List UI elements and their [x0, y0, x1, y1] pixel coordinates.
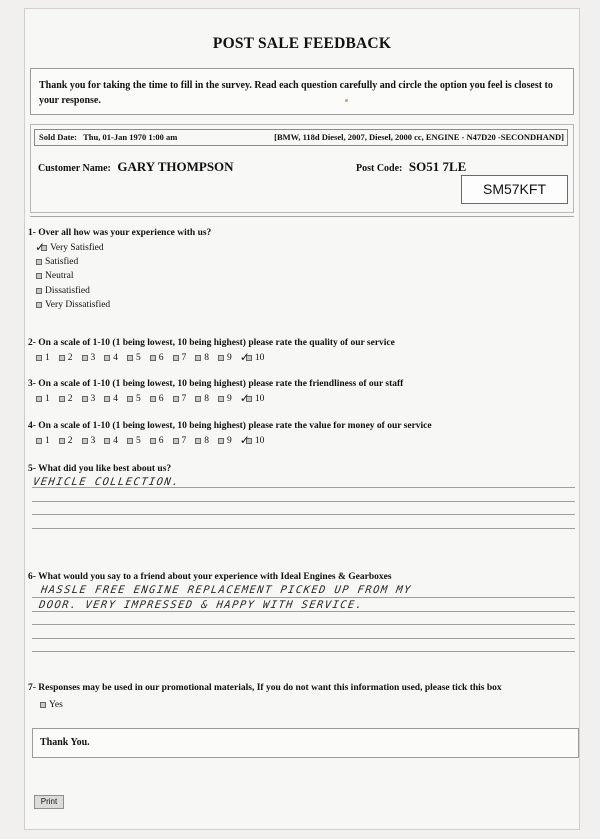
- checkmark-icon: ✓: [239, 433, 250, 447]
- q1-option-neutral[interactable]: [36, 269, 110, 283]
- q1-options: [36, 241, 110, 312]
- answer-line: [32, 528, 575, 542]
- checkbox[interactable]: [127, 396, 133, 402]
- vehicle-description: [BMW, 118d Diesel, 2007, Diesel, 2000 cc, ENGINE - N47D20 -SECONDHAND]: [274, 132, 564, 142]
- q4-rating-4[interactable]: [104, 435, 118, 447]
- postcode-label: Post Code:: [356, 163, 403, 174]
- postcode-value: SO51 7LE: [408, 159, 467, 174]
- rating-label: 7: [181, 394, 187, 404]
- option-label: Very Satisfied: [50, 243, 104, 253]
- sold-date-row: [34, 129, 568, 146]
- divider: [30, 216, 574, 217]
- checkbox[interactable]: [195, 438, 201, 444]
- checkbox[interactable]: [59, 438, 65, 444]
- rating-label: 4: [113, 394, 118, 404]
- checkbox[interactable]: [218, 396, 224, 402]
- q3-rating-10[interactable]: [241, 393, 265, 405]
- checkbox[interactable]: [150, 396, 156, 402]
- q3-scale: [36, 393, 273, 405]
- checkbox[interactable]: [218, 438, 224, 444]
- q4-rating-7[interactable]: [173, 435, 187, 447]
- print-button[interactable]: Print: [34, 795, 64, 809]
- option-label: Dissatisfied: [45, 285, 90, 296]
- checkbox[interactable]: [40, 702, 46, 708]
- q4-rating-5[interactable]: [127, 435, 141, 447]
- q2-rating-3[interactable]: [82, 352, 96, 364]
- feedback-form: [24, 8, 580, 830]
- rating-label: 6: [158, 353, 164, 363]
- checkbox[interactable]: [173, 438, 179, 444]
- customer-name-value: GARY THOMPSON: [117, 159, 234, 174]
- q3-rating-1[interactable]: [36, 393, 50, 405]
- checkbox[interactable]: [195, 396, 201, 402]
- rating-label: 7: [181, 436, 187, 446]
- q3-rating-4[interactable]: [104, 393, 118, 405]
- q3-question: 3- On a scale of 1-10 (1 being lowest, 10 being highest) please rate the friendliness of our staff: [28, 379, 404, 389]
- q7-question: 7- Responses may be used in our promotional materials, If you do not want this information used, please tick this box: [28, 683, 502, 693]
- checkbox[interactable]: [218, 355, 224, 361]
- answer-line: [32, 651, 575, 665]
- registration-box: SM57KFT: [461, 175, 568, 204]
- postcode-field: [356, 159, 466, 175]
- q2-question: 2- On a scale of 1-10 (1 being lowest, 10 being highest) please rate the quality of our service: [28, 338, 395, 348]
- customer-name-label: Customer Name:: [38, 163, 111, 174]
- q6-answer-line-1: HASSLE FREE ENGINE REPLACEMENT PICKED UP FROM MY: [40, 584, 413, 596]
- q2-rating-5[interactable]: [127, 352, 141, 364]
- q5-question: 5- What did you like best about us?: [28, 464, 172, 474]
- q2-rating-10[interactable]: [241, 352, 265, 364]
- q4-question: 4- On a scale of 1-10 (1 being lowest, 10 being highest) please rate the value for money of our service: [28, 421, 432, 431]
- checkbox[interactable]: [150, 438, 156, 444]
- option-label: Yes: [49, 700, 63, 711]
- checkbox[interactable]: [36, 273, 42, 279]
- rating-label: 6: [158, 436, 164, 446]
- q2-rating-1[interactable]: [36, 352, 50, 364]
- q3-rating-9[interactable]: [218, 393, 232, 405]
- rating-label: 6: [158, 394, 164, 404]
- q2-rating-6[interactable]: [150, 352, 164, 364]
- rating-label: 1: [45, 394, 50, 404]
- rating-label: 4: [113, 436, 118, 446]
- checkbox[interactable]: [82, 438, 88, 444]
- checkbox[interactable]: [59, 396, 65, 402]
- rating-label: 10: [254, 394, 265, 404]
- q6-answer-line-2: DOOR. VERY IMPRESSED & HAPPY WITH SERVICE.: [38, 599, 365, 611]
- q5-answer-line-1: VEHICLE COLLECTION.: [32, 476, 181, 488]
- q3-rating-7[interactable]: [173, 393, 187, 405]
- checkbox[interactable]: [36, 259, 42, 265]
- q6-answer-area[interactable]: [32, 597, 575, 665]
- checkmark-icon: ✓: [239, 350, 250, 364]
- rating-label: 2: [67, 436, 73, 446]
- rating-label: 10: [254, 353, 265, 363]
- q4-rating-2[interactable]: [59, 435, 73, 447]
- answer-line: [32, 487, 575, 501]
- q4-rating-1[interactable]: [36, 435, 50, 447]
- rating-label: 8: [204, 353, 209, 363]
- rating-label: 3: [90, 436, 96, 446]
- q3-rating-5[interactable]: [127, 393, 141, 405]
- q2-rating-4[interactable]: [104, 352, 118, 364]
- sale-details-box: [30, 124, 574, 213]
- sold-date-label: Sold Date:: [39, 132, 78, 142]
- checkbox[interactable]: [104, 396, 110, 402]
- q3-rating-3[interactable]: [82, 393, 96, 405]
- q1-option-dissatisfied[interactable]: [36, 284, 110, 298]
- q1-option-very-dissatisfied[interactable]: [36, 298, 110, 312]
- intro-box: Thank you for taking the time to fill in the survey. Read each question carefully and circle the option you feel is closest to your response.: [30, 68, 574, 115]
- answer-line: [32, 611, 575, 625]
- customer-name-field: [38, 159, 234, 175]
- q4-rating-3[interactable]: [82, 435, 96, 447]
- checkbox[interactable]: [36, 302, 42, 308]
- paper-speck: [345, 99, 348, 102]
- rating-label: 2: [67, 394, 73, 404]
- rating-label: 9: [227, 394, 232, 404]
- option-label: Very Dissatisfied: [45, 299, 111, 310]
- answer-line: [32, 597, 575, 611]
- answer-line: [32, 638, 575, 652]
- answer-line: [32, 514, 575, 528]
- rating-label: 1: [45, 353, 50, 363]
- q1-question: 1- Over all how was your experience with us?: [28, 228, 212, 238]
- rating-label: 4: [113, 353, 118, 363]
- q1-option-very-satisfied[interactable]: [36, 241, 110, 255]
- q1-option-satisfied[interactable]: [36, 255, 110, 269]
- rating-label: 3: [90, 394, 96, 404]
- rating-label: 5: [136, 353, 141, 363]
- checkbox[interactable]: [195, 355, 201, 361]
- q2-rating-8[interactable]: [195, 352, 209, 364]
- checkbox[interactable]: [36, 355, 42, 361]
- checkmark-icon: ✓: [239, 391, 250, 405]
- thank-you-box: Thank You.: [32, 728, 579, 758]
- form-title: POST SALE FEEDBACK: [212, 35, 392, 52]
- q5-answer-area[interactable]: [32, 487, 575, 541]
- q2-rating-2[interactable]: [59, 352, 73, 364]
- rating-label: 9: [227, 436, 232, 446]
- rating-label: 5: [136, 394, 141, 404]
- rating-label: 1: [45, 436, 50, 446]
- q6-question: 6- What would you say to a friend about your experience with Ideal Engines & Gearboxes: [28, 572, 392, 582]
- option-label: Satisfied: [45, 257, 79, 268]
- q3-rating-2[interactable]: [59, 393, 73, 405]
- q3-rating-8[interactable]: [195, 393, 209, 405]
- option-label: Neutral: [45, 271, 74, 282]
- rating-label: 7: [181, 353, 187, 363]
- q4-rating-9[interactable]: [218, 435, 232, 447]
- q4-rating-10[interactable]: [241, 435, 265, 447]
- checkbox[interactable]: [36, 438, 42, 444]
- checkbox[interactable]: [36, 288, 42, 294]
- checkbox[interactable]: [173, 396, 179, 402]
- rating-label: 9: [227, 353, 232, 363]
- rating-label: 10: [254, 436, 265, 446]
- checkbox[interactable]: [150, 355, 156, 361]
- q4-rating-6[interactable]: [150, 435, 164, 447]
- checkbox[interactable]: [173, 355, 179, 361]
- q4-rating-8[interactable]: [195, 435, 209, 447]
- q4-scale: [36, 435, 273, 447]
- q3-rating-6[interactable]: [150, 393, 164, 405]
- rating-label: 8: [204, 436, 209, 446]
- sold-date-value: Thu, 01-Jan 1970 1:00 am: [83, 132, 178, 142]
- checkbox[interactable]: [127, 355, 133, 361]
- checkbox[interactable]: [104, 438, 110, 444]
- rating-label: 2: [67, 353, 73, 363]
- checkbox[interactable]: [59, 355, 65, 361]
- rating-label: 8: [204, 394, 209, 404]
- q7-option-yes[interactable]: [40, 698, 63, 712]
- checkbox[interactable]: [36, 396, 42, 402]
- q2-rating-9[interactable]: [218, 352, 232, 364]
- checkbox[interactable]: [104, 355, 110, 361]
- rating-label: 3: [90, 353, 96, 363]
- answer-line: [32, 501, 575, 515]
- checkbox[interactable]: [82, 355, 88, 361]
- checkmark-icon: ✓: [35, 240, 46, 254]
- checkbox[interactable]: [127, 438, 133, 444]
- q2-rating-7[interactable]: [173, 352, 187, 364]
- checkbox[interactable]: [82, 396, 88, 402]
- rating-label: 5: [136, 436, 141, 446]
- q2-scale: [36, 352, 273, 364]
- answer-line: [32, 624, 575, 638]
